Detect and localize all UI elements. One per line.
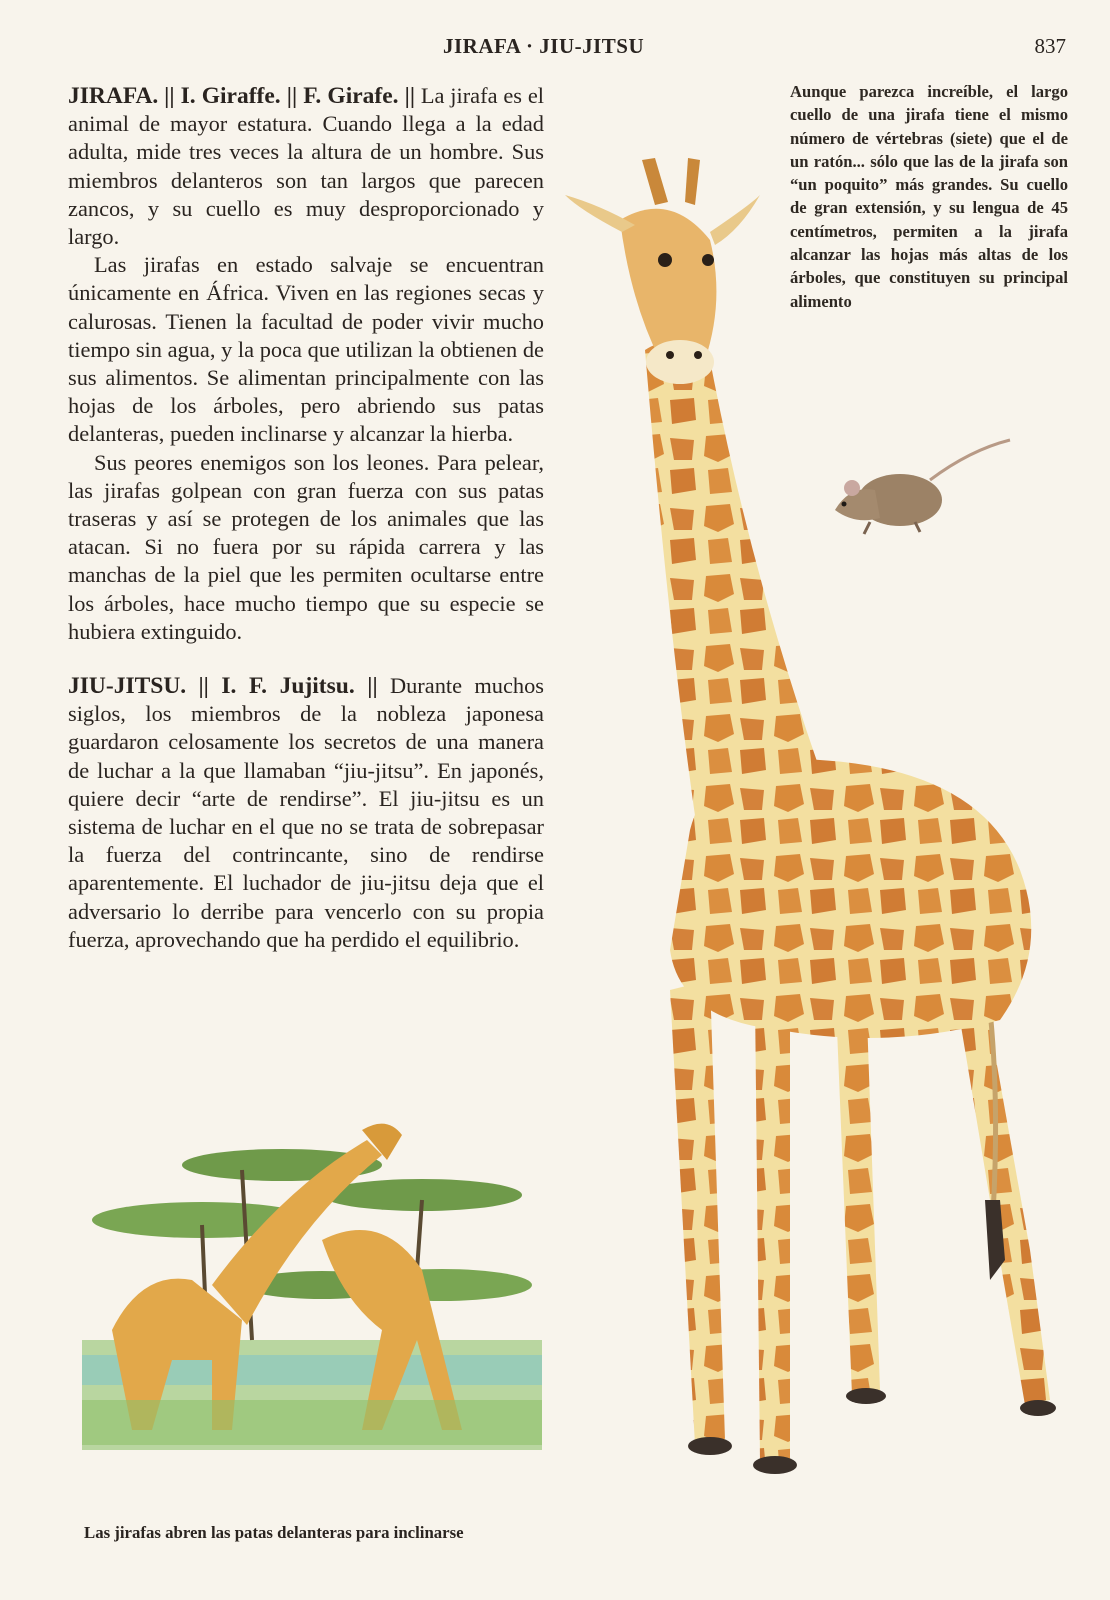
savanna-scene-illustration [82, 1100, 542, 1460]
mouse-illustration [820, 430, 1020, 550]
jiujitsu-paragraph-1: Durante muchos siglos, los miembros de la nobleza japonesa guardaron celosamente los secretos de una manera de luchar a la que llamaban “jiu-jitsu”. En japonés, quiere decir “arte de rendirse”. El jiu-jitsu es un sistema de luchar en el que no se trata de sobrepasar la fuerza del contrincante, sino de rendirse aparentemente. El luchador de jiu-jitsu deja que el adversario lo derribe para vencerlo con su propia fuerza, aprovechando que ha perdido el equilibrio. [68, 673, 544, 952]
page-header [0, 34, 1110, 68]
side-note: Aunque parezca increíble, el largo cuello de una jirafa tiene el mismo número de vértebras (siete) que el de un ratón... sólo que las de la jirafa son “un poquito” más grandes. Su cuello de gran extensión, y su lengua de 45 centímetros, permiten a la jirafa alcanzar las hojas más altas de los árboles, que constituyen su principal alimento [790, 82, 1068, 311]
page-number: 837 [1034, 34, 1066, 58]
text-column [68, 82, 544, 954]
jiujitsu-entry [68, 672, 544, 954]
figure-caption: Las jirafas abren las patas delanteras para inclinarse [84, 1523, 464, 1542]
jirafa-entry-intro [68, 82, 544, 251]
giraffe-illustration [560, 150, 1080, 1520]
jirafa-term: JIRAFA. [68, 83, 159, 109]
running-head: JIRAFA · JIU-JITSU [443, 34, 645, 58]
jirafa-paragraph-2: Las jirafas en estado salvaje se encuentran únicamente en África. Viven en las regiones secas y calurosas. Tienen la facultad de poder vivir mucho tiempo sin agua, y la poca que utilizan la obtienen de sus alimentos. Se alimentan principalmente con las hojas de los árboles, pero abriendo sus patas delanteras, pueden inclinarse y alcanzar la hierba. [68, 252, 544, 447]
jirafa-paragraph-1: La jirafa es el animal de mayor estatura. Cuando llega a la edad adulta, mide tres veces la altura de un hombre. Sus miembros delanteros son tan largos que parecen zancos, y su cuello es muy desproporcionado y largo. [68, 83, 544, 250]
jirafa-translations: || I. Giraffe. || F. Girafe. || [164, 83, 415, 109]
jiujitsu-term: JIU-JITSU. [68, 673, 187, 700]
jiujitsu-translations: || I. F. Jujitsu. || [198, 673, 378, 700]
jirafa-paragraph-3: Sus peores enemigos son los leones. Para pelear, las jirafas golpean con gran fuerza con sus patas traseras y así se protegen de los animales que las atacan. Si no fuera por su rápida carrera y las manchas de la piel que les permiten ocultarse entre los árboles, hace mucho tiempo que su especie se hubiera extinguido. [68, 449, 544, 644]
